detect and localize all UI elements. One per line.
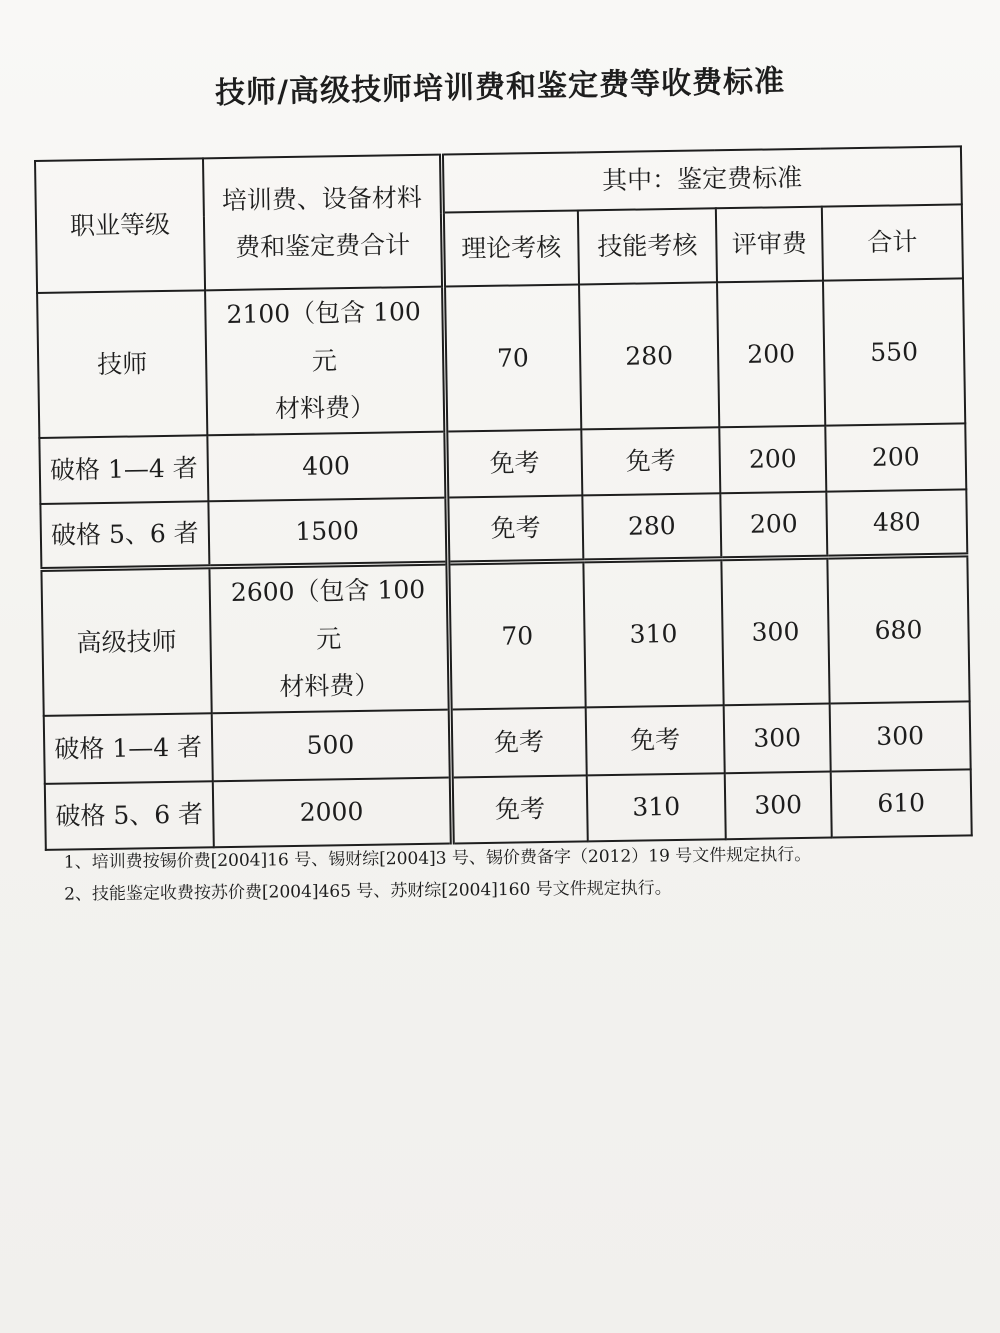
cell-skill: 免考 [581, 427, 720, 495]
cell-level: 破格 1—4 者 [39, 435, 208, 504]
cell-total-fee-line1: 2100（包含 100 元 [226, 296, 422, 376]
header-review: 评审费 [716, 207, 823, 283]
footnote-1: 1、培训费按锡价费[2004]16 号、锡财综[2004]3 号、锡价费备字（2012）19 号文件规定执行。 [63, 844, 812, 873]
header-theory: 理论考核 [442, 210, 579, 286]
fee-table-container [34, 145, 970, 831]
cell-total-fee: 1500 [208, 497, 447, 567]
cell-sum: 680 [827, 555, 969, 703]
fee-table [34, 145, 973, 850]
cell-theory: 70 [447, 561, 585, 709]
header-total-fee-line2: 费和鉴定费合计 [234, 230, 411, 262]
header-skill: 技能考核 [578, 208, 717, 284]
cell-sum: 610 [831, 769, 972, 837]
cell-review: 200 [717, 281, 825, 427]
cell-skill: 310 [583, 559, 723, 707]
header-total-fee-line1: 培训费、设备材料 [221, 182, 423, 215]
cell-level: 技师 [37, 290, 207, 437]
cell-total-fee: 500 [212, 709, 451, 781]
cell-skill: 310 [587, 773, 726, 841]
table-row [41, 555, 969, 716]
cell-skill: 280 [582, 493, 721, 561]
cell-theory: 免考 [450, 707, 587, 777]
cell-level: 破格 1—4 者 [44, 713, 213, 784]
cell-skill: 280 [579, 282, 719, 429]
cell-total-fee: 400 [207, 431, 446, 501]
cell-level: 破格 5、6 者 [45, 781, 214, 850]
cell-review: 300 [724, 703, 831, 773]
footnote-2: 2、技能鉴定收费按苏价费[2004]465 号、苏财综[2004]160 号文件规定执行。 [64, 878, 672, 905]
header-appraisal-group: 其中：鉴定费标准 [441, 146, 962, 212]
table-row [37, 278, 965, 437]
cell-total-fee-line2: 材料费） [279, 670, 380, 702]
cell-total-fee [205, 287, 445, 435]
footnotes [64, 837, 945, 910]
cell-level: 高级技师 [41, 567, 211, 716]
cell-sum: 550 [823, 278, 965, 425]
table-row [45, 769, 972, 850]
cell-sum: 200 [825, 423, 966, 491]
cell-level: 破格 5、6 者 [40, 501, 209, 570]
cell-total-fee [209, 563, 449, 713]
cell-sum: 300 [830, 701, 971, 771]
cell-theory: 免考 [445, 429, 582, 497]
cell-review: 200 [720, 491, 827, 559]
cell-theory: 70 [443, 284, 581, 431]
header-total-fee [203, 155, 443, 291]
cell-review: 200 [719, 425, 826, 493]
document-title: 技师/高级技师培训费和鉴定费等收费标准 [214, 64, 786, 111]
header-level: 职业等级 [35, 158, 205, 293]
cell-sum: 480 [826, 489, 967, 557]
cell-theory: 免考 [451, 775, 588, 843]
cell-total-fee: 2000 [213, 777, 452, 847]
cell-review: 300 [725, 771, 832, 839]
cell-total-fee-line1: 2600（包含 100 元 [230, 574, 426, 654]
cell-theory: 免考 [446, 495, 583, 563]
cell-skill: 免考 [586, 705, 725, 775]
cell-total-fee-line2: 材料费） [274, 392, 376, 424]
cell-review: 300 [721, 557, 829, 705]
header-sum: 合计 [822, 204, 963, 280]
